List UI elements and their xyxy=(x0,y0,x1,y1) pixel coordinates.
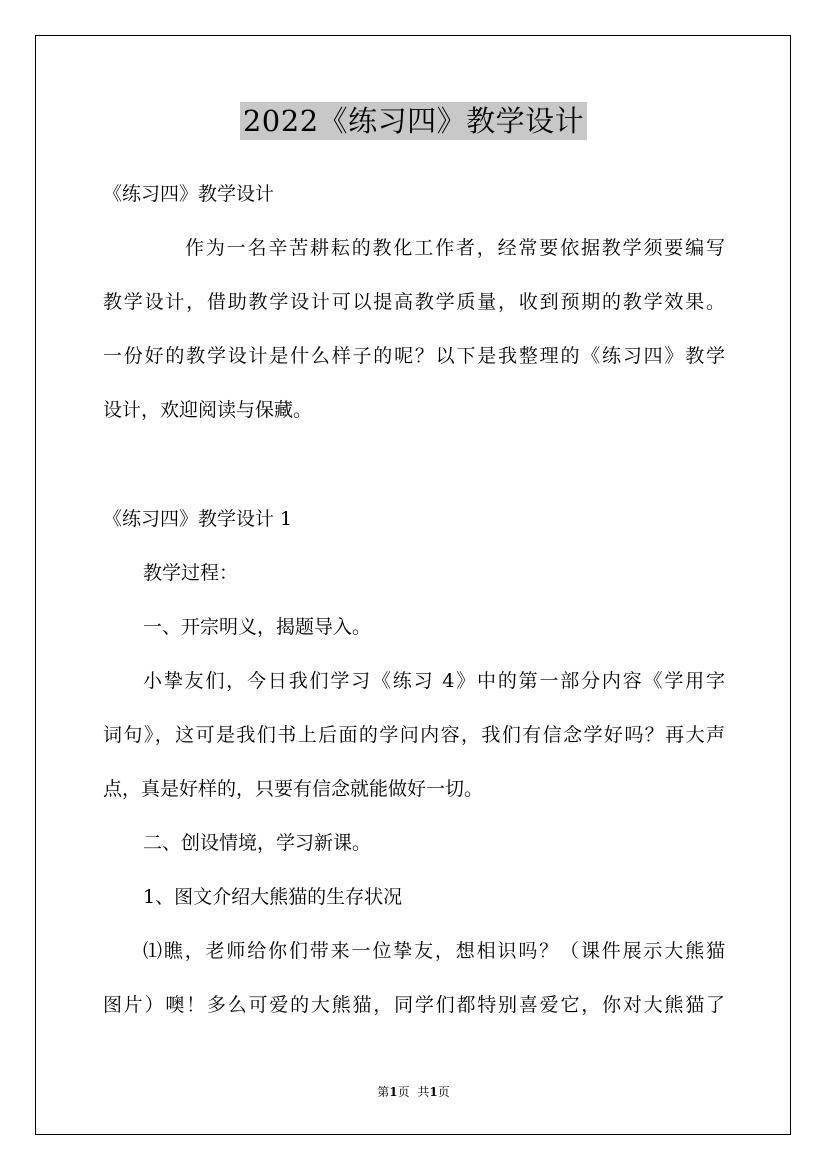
body-line-2: 一、开宗明义，揭题导入。 xyxy=(143,616,372,638)
intro-line-4: 设计，欢迎阅读与保藏。 xyxy=(103,399,313,421)
intro-line-3: 一份好的教学设计是什么样子的呢？以下是我整理的《练习四》教学 xyxy=(103,345,725,367)
document-title: 2022《练习四》教学设计 xyxy=(240,102,587,140)
body-line-4: 词句》，这可是我们书上后面的学问内容，我们有信念学好吗？再大声 xyxy=(103,724,725,746)
footer-page-number: 1 xyxy=(389,1085,398,1099)
intro-line-2: 教学设计，借助教学设计可以提高教学质量，收到预期的教学效果。 xyxy=(103,291,725,313)
footer-page-suffix: 页 xyxy=(397,1085,410,1099)
footer-total-prefix: 共 xyxy=(417,1085,430,1099)
body-line-5: 点，真是好样的，只要有信念就能做好一切。 xyxy=(103,778,484,800)
intro-line-1: 作为一名辛苦耕耘的教化工作者，经常要依据教学须要编写 xyxy=(185,237,725,259)
body-line-1: 教学过程： xyxy=(143,562,239,584)
section-heading: 《练习四》教学设计 1 xyxy=(103,508,293,530)
body-line-7: 1、图文介绍大熊猫的生存状况 xyxy=(143,886,403,908)
body-line-6: 二、创设情境，学习新课。 xyxy=(143,832,372,854)
page-footer xyxy=(0,1084,827,1100)
footer-page-prefix: 第 xyxy=(377,1085,390,1099)
body-line-8: ⑴瞧，老师给你们带来一位挚友，想相识吗？（课件展示大熊猫 xyxy=(143,940,725,962)
footer-total-pages: 1 xyxy=(429,1085,438,1099)
document-subtitle: 《练习四》教学设计 xyxy=(103,183,275,205)
title-container xyxy=(0,102,827,140)
body-line-9: 图片）噢！多么可爱的大熊猫，同学们都特别喜爱它，你对大熊猫了 xyxy=(103,994,725,1016)
body-line-3: 小挚友们，今日我们学习《练习 4》中的第一部分内容《学用字 xyxy=(143,670,725,692)
footer-total-suffix: 页 xyxy=(437,1085,450,1099)
